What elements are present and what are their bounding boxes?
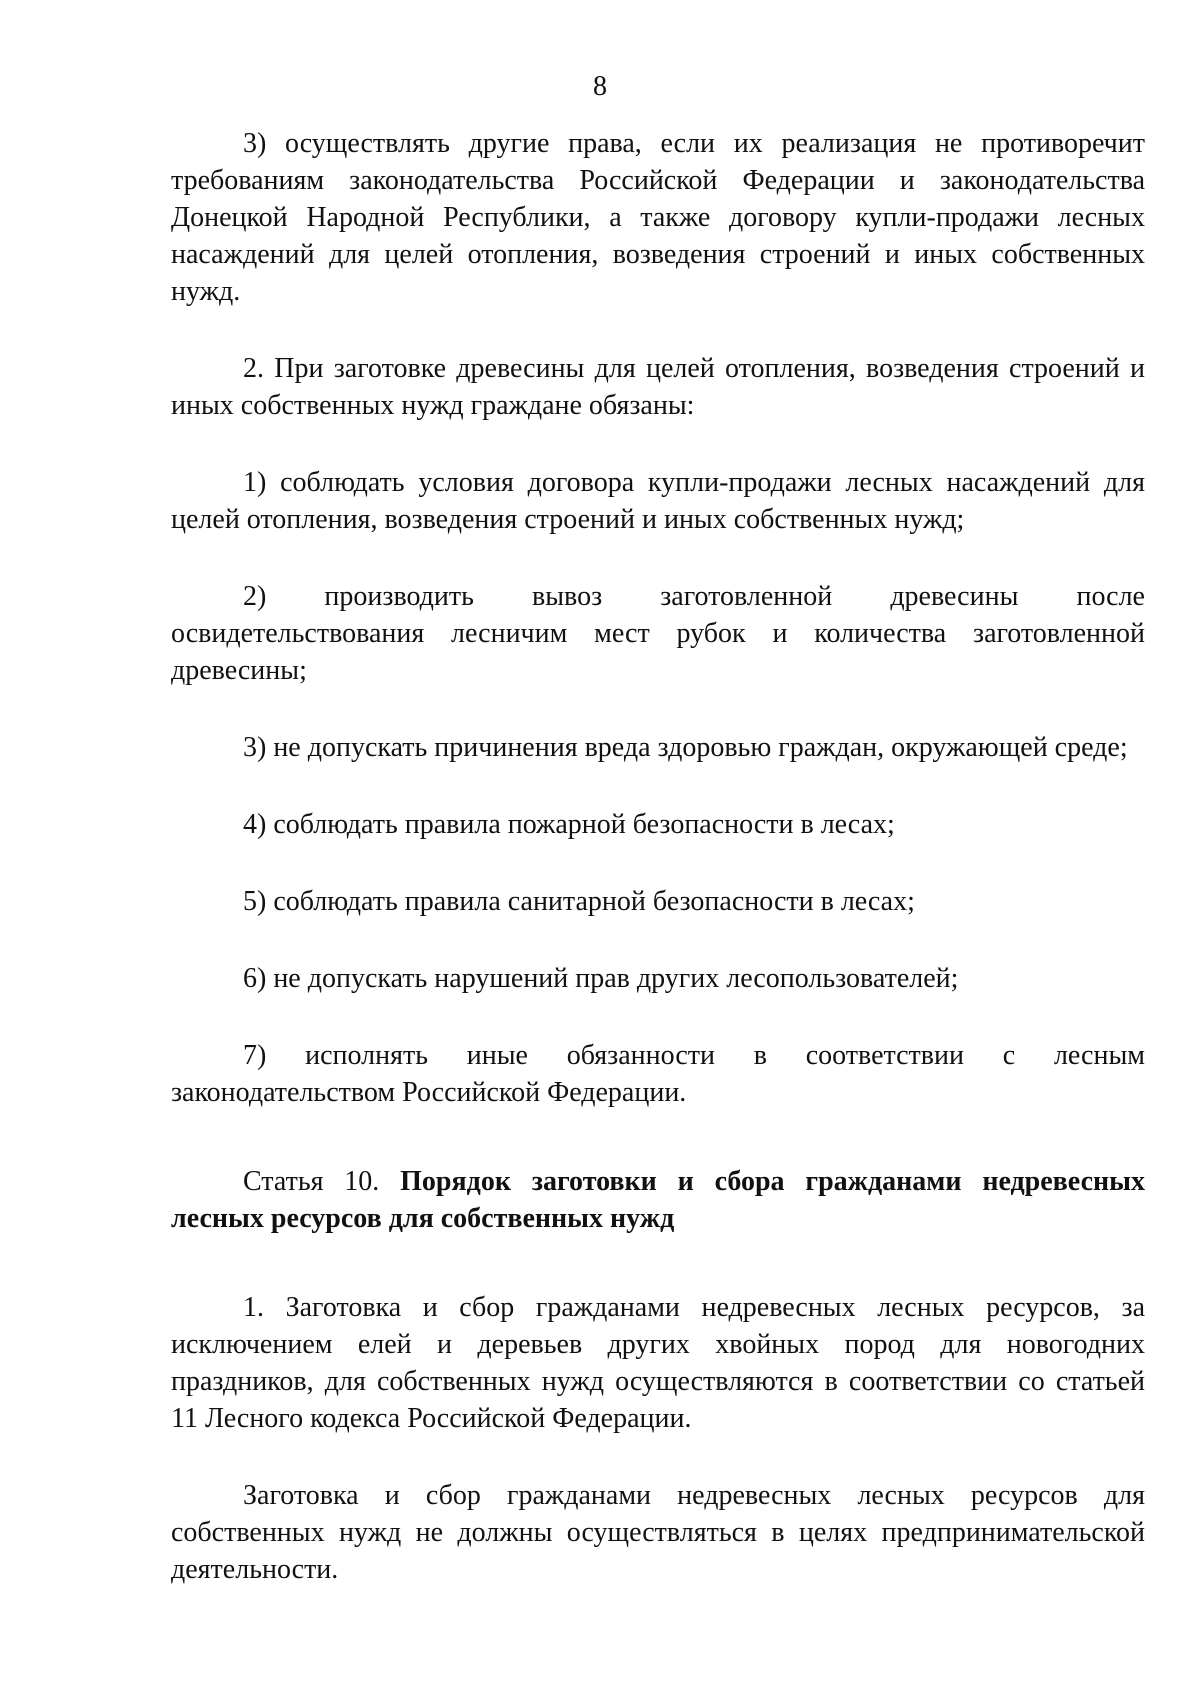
article-heading bbox=[171, 1163, 1145, 1237]
paragraph-part-2-intro: 2. При заготовке древесины для целей отопления, возведения строений и иных собственных нужд граждане обязаны: bbox=[171, 353, 1145, 421]
paragraph-right-3: 3) осуществлять другие права, если их реализация не противоречит требованиям законодательства Российской Федерации и законодательства Донецкой Народной Республики, а также договору купли-продажи лесных насаждений для целей отопления, возведения строений и иных собственных нужд. bbox=[171, 128, 1145, 307]
paragraph-duty-7: 7) исполнять иные обязанности в соответствии с лесным законодательством Российской Федерации. bbox=[171, 1040, 1145, 1108]
article-paragraph-2: Заготовка и сбор гражданами недревесных лесных ресурсов для собственных нужд не должны осуществляться в целях предпринимательской деятельности. bbox=[171, 1480, 1145, 1585]
article-paragraph-1: 1. Заготовка и сбор гражданами недревесных лесных ресурсов, за исключением елей и деревьев других хвойных пород для новогодних праздников, для собственных нужд осуществляются в соответствии со статьей 11 Лесного кодекса Российской Федерации. bbox=[171, 1292, 1145, 1434]
paragraph-duty-3: 3) не допускать причинения вреда здоровью граждан, окружающей среде; bbox=[243, 732, 1128, 763]
article-prefix: Статья 10. bbox=[243, 1166, 380, 1197]
document-body bbox=[171, 125, 1145, 1588]
paragraph-duty-2: 2) производить вывоз заготовленной древесины после освидетельствования лесничим мест рубок и количества заготовленной древесины; bbox=[171, 581, 1145, 686]
page-number: 8 bbox=[593, 71, 607, 102]
paragraph-duty-1: 1) соблюдать условия договора купли-продажи лесных насаждений для целей отопления, возведения строений и иных собственных нужд; bbox=[171, 467, 1145, 535]
paragraph-duty-4: 4) соблюдать правила пожарной безопасности в лесах; bbox=[243, 809, 895, 840]
paragraph-duty-5: 5) соблюдать правила санитарной безопасности в лесах; bbox=[243, 886, 915, 917]
paragraph-duty-6: 6) не допускать нарушений прав других лесопользователей; bbox=[243, 963, 959, 994]
article-title: Порядок заготовки и сбора гражданами недревесных лесных ресурсов для собственных нужд bbox=[171, 1166, 1145, 1234]
